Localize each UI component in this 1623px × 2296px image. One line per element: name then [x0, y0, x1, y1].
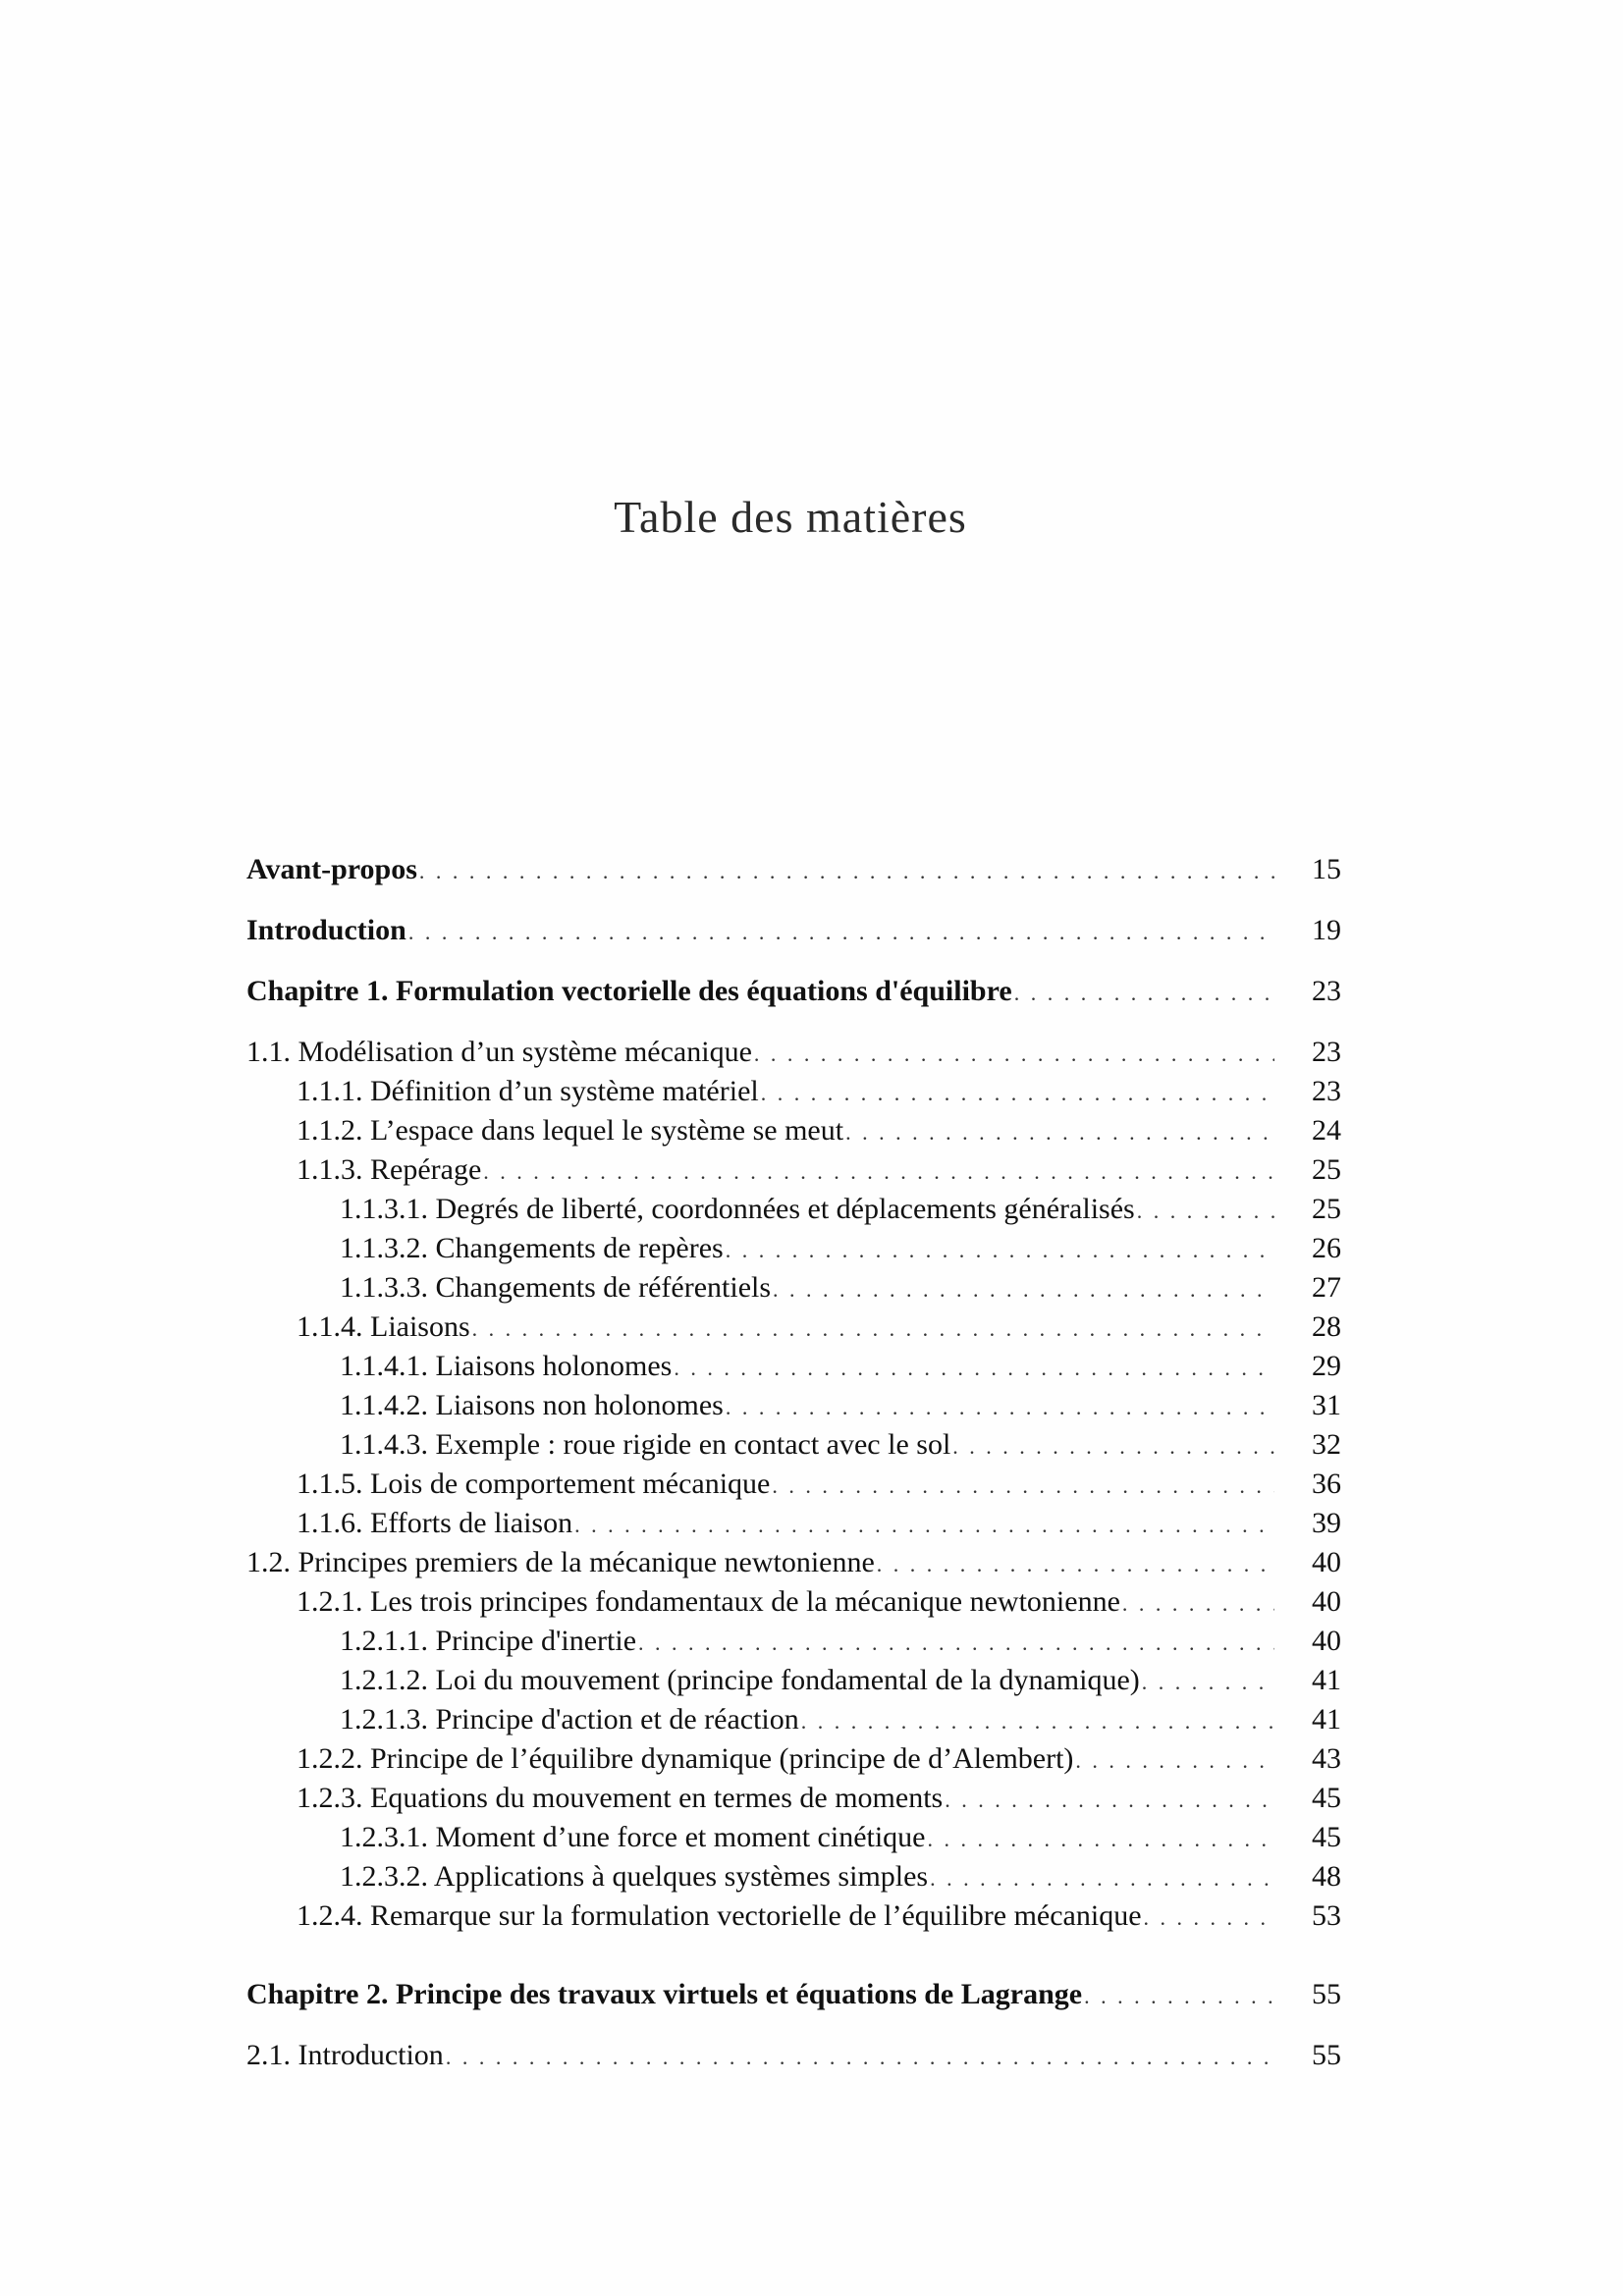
- toc-entry-page: 40: [1312, 1625, 1341, 1657]
- toc-entry[interactable]: [246, 1425, 1341, 1465]
- toc-entry-label: 1.2.3.2. Applications à quelques systèmes simples: [340, 1860, 929, 1893]
- dot-leader: [754, 1035, 1274, 1074]
- dot-leader: [945, 1781, 1274, 1820]
- toc-entry-page: 43: [1312, 1742, 1341, 1775]
- toc-entry[interactable]: [246, 1150, 1341, 1190]
- toc-entry-page: 32: [1312, 1428, 1341, 1461]
- toc-entry-page: 53: [1312, 1899, 1341, 1932]
- toc-entry-label: 1.1. Modélisation d’un système mécanique: [246, 1036, 752, 1068]
- toc-entry-page: 41: [1312, 1703, 1341, 1735]
- toc-entry[interactable]: [246, 1229, 1341, 1268]
- dot-leader: [483, 1152, 1274, 1192]
- dot-leader: [761, 1074, 1274, 1113]
- toc-entry-page: 41: [1312, 1664, 1341, 1696]
- page-title: Table des matières: [614, 492, 967, 542]
- toc-entry-page: 25: [1312, 1153, 1341, 1186]
- toc-entry[interactable]: [246, 1857, 1341, 1896]
- toc-entry-label: 1.1.3.3. Changements de référentiels: [340, 1271, 772, 1304]
- toc-entry-page: 40: [1312, 1546, 1341, 1578]
- toc-entry-label: 1.1.4.2. Liaisons non holonomes: [340, 1389, 724, 1421]
- dot-leader: [574, 1506, 1274, 1545]
- toc-entry-label: 2.1. Introduction: [246, 2039, 444, 2071]
- toc-entry[interactable]: [246, 1622, 1341, 1661]
- toc-entry-page: 24: [1312, 1114, 1341, 1147]
- dot-leader: [446, 2038, 1274, 2077]
- toc-entry-page: 36: [1312, 1468, 1341, 1500]
- toc-entry-page: 55: [1312, 2039, 1341, 2071]
- toc-entry-page: 26: [1312, 1232, 1341, 1264]
- toc-entry[interactable]: [246, 2036, 1341, 2075]
- dot-leader: [726, 1231, 1274, 1270]
- dot-leader: [1144, 1898, 1274, 1938]
- toc-entry-label: 1.1.3.2. Changements de repères: [340, 1232, 724, 1264]
- toc-entry-page: 28: [1312, 1310, 1341, 1343]
- dot-leader: [930, 1859, 1274, 1898]
- dot-leader: [952, 1427, 1274, 1467]
- toc-entry-label: 1.1.4. Liaisons: [297, 1310, 470, 1343]
- toc-entry-label: 1.2.1. Les trois principes fondamentaux de la mécanique newtonienne: [297, 1585, 1120, 1618]
- toc-entry-label: Introduction: [246, 914, 406, 946]
- toc-entry[interactable]: [246, 1465, 1341, 1504]
- dot-leader: [472, 1309, 1274, 1349]
- dot-leader: [1075, 1741, 1274, 1781]
- toc-entry[interactable]: [246, 1700, 1341, 1739]
- toc-entry[interactable]: [246, 1190, 1341, 1229]
- toc-entry-label: Avant-propos: [246, 853, 417, 885]
- toc-entry-label: 1.1.3. Repérage: [297, 1153, 482, 1186]
- toc-entry[interactable]: [246, 1504, 1341, 1543]
- toc-entry[interactable]: [246, 1268, 1341, 1308]
- toc-entry-label: 1.2.1.1. Principe d'inertie: [340, 1625, 637, 1657]
- table-of-contents: [246, 850, 1341, 2075]
- toc-entry[interactable]: [246, 1543, 1341, 1582]
- toc-entry-label: 1.1.4.3. Exemple : roue rigide en contact avec le sol: [340, 1428, 951, 1461]
- dot-leader: [801, 1702, 1274, 1741]
- toc-entry-page: 23: [1312, 975, 1341, 1007]
- toc-entry-page: 45: [1312, 1821, 1341, 1853]
- dot-leader: [408, 913, 1274, 952]
- toc-entry-page: 25: [1312, 1193, 1341, 1225]
- toc-entry-page: 19: [1312, 914, 1341, 946]
- toc-entry-label: Chapitre 2. Principe des travaux virtuels et équations de Lagrange: [246, 1978, 1083, 2010]
- dot-leader: [419, 852, 1274, 891]
- toc-entry-label: 1.2.1.2. Loi du mouvement (principe fondamental de la dynamique): [340, 1664, 1140, 1696]
- toc-entry-label: 1.1.2. L’espace dans lequel le système se meut: [297, 1114, 844, 1147]
- toc-entry-label: 1.2.3.1. Moment d’une force et moment cinétique: [340, 1821, 926, 1853]
- dot-leader: [845, 1113, 1274, 1152]
- toc-entry-page: 45: [1312, 1782, 1341, 1814]
- toc-entry-label: 1.2.4. Remarque sur la formulation vectorielle de l’équilibre mécanique: [297, 1899, 1142, 1932]
- dot-leader: [877, 1545, 1274, 1584]
- toc-entry[interactable]: [246, 1308, 1341, 1347]
- toc-entry[interactable]: [246, 1347, 1341, 1386]
- dot-leader: [726, 1388, 1274, 1427]
- dot-leader: [1142, 1663, 1274, 1702]
- toc-entry[interactable]: [246, 1779, 1341, 1818]
- toc-entry[interactable]: [246, 1386, 1341, 1425]
- toc-entry-page: 15: [1312, 853, 1341, 885]
- toc-entry[interactable]: [246, 850, 1341, 889]
- toc-entry-label: 1.2.2. Principe de l’équilibre dynamique (principe de d’Alembert): [297, 1742, 1074, 1775]
- toc-entry-page: 55: [1312, 1978, 1341, 2010]
- toc-entry[interactable]: [246, 911, 1341, 950]
- toc-entry-page: 31: [1312, 1389, 1341, 1421]
- toc-entry-label: 1.2.3. Equations du mouvement en termes de moments: [297, 1782, 944, 1814]
- dot-leader: [1122, 1584, 1274, 1624]
- toc-entry[interactable]: [246, 1975, 1341, 2014]
- toc-entry-page: 39: [1312, 1507, 1341, 1539]
- toc-entry-label: 1.2. Principes premiers de la mécanique newtonienne: [246, 1546, 875, 1578]
- toc-entry-label: Chapitre 1. Formulation vectorielle des équations d'équilibre: [246, 975, 1012, 1007]
- toc-entry[interactable]: [246, 1661, 1341, 1700]
- toc-entry[interactable]: [246, 1111, 1341, 1150]
- toc-entry[interactable]: [246, 1739, 1341, 1779]
- dot-leader: [638, 1624, 1274, 1663]
- dot-leader: [1084, 1977, 1274, 2016]
- toc-entry[interactable]: [246, 1033, 1341, 1072]
- toc-entry-label: 1.1.3.1. Degrés de liberté, coordonnées et déplacements généralisés: [340, 1193, 1135, 1225]
- toc-entry[interactable]: [246, 1072, 1341, 1111]
- toc-entry[interactable]: [246, 1896, 1341, 1936]
- dot-leader: [1137, 1192, 1274, 1231]
- toc-entry-label: 1.1.4.1. Liaisons holonomes: [340, 1350, 673, 1382]
- dot-leader: [928, 1820, 1275, 1859]
- dot-leader: [773, 1270, 1274, 1309]
- toc-entry-page: 29: [1312, 1350, 1341, 1382]
- dot-leader: [772, 1467, 1274, 1506]
- toc-entry[interactable]: [246, 1582, 1341, 1622]
- toc-entry-page: 48: [1312, 1860, 1341, 1893]
- dot-leader: [674, 1349, 1274, 1388]
- toc-entry-label: 1.1.5. Lois de comportement mécanique: [297, 1468, 771, 1500]
- toc-entry-label: 1.2.1.3. Principe d'action et de réaction: [340, 1703, 799, 1735]
- toc-entry-label: 1.1.1. Définition d’un système matériel: [297, 1075, 759, 1107]
- toc-entry-page: 23: [1312, 1036, 1341, 1068]
- toc-entry-page: 27: [1312, 1271, 1341, 1304]
- toc-entry-page: 40: [1312, 1585, 1341, 1618]
- toc-entry[interactable]: [246, 1818, 1341, 1857]
- toc-entry-label: 1.1.6. Efforts de liaison: [297, 1507, 573, 1539]
- dot-leader: [1014, 974, 1274, 1013]
- toc-entry[interactable]: [246, 972, 1341, 1011]
- toc-entry-page: 23: [1312, 1075, 1341, 1107]
